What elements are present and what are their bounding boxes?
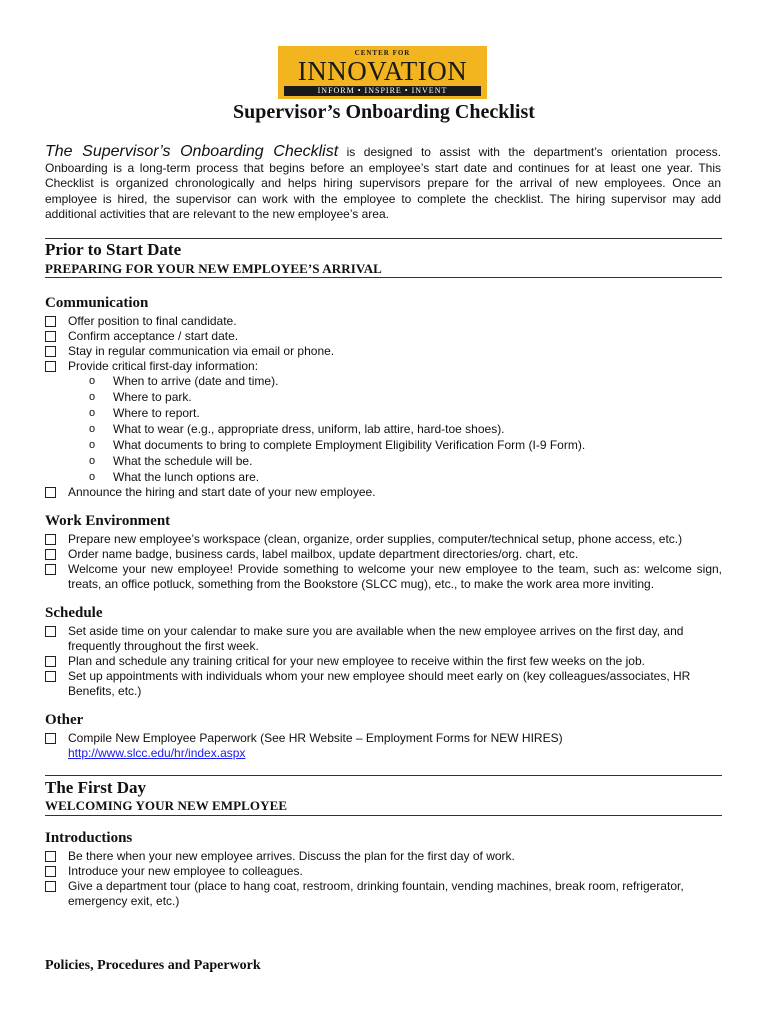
checklist-item: Set aside time on your calendar to make sure you are available when the new employee arrives on the first day, and frequently throughout the first week.	[45, 624, 722, 654]
checkbox[interactable]	[45, 626, 56, 637]
intro-lead: The Supervisor’s Onboarding Checklist	[45, 143, 339, 160]
section-title-first-day: The First Day	[45, 778, 147, 797]
category-introductions: Introductions	[45, 830, 133, 846]
checklist-item: Set up appointments with individuals whom your new employee should meet early on (key colleagues/associates, HR Benefits, etc.)	[45, 669, 722, 699]
logo-main-text: INNOVATION	[297, 56, 468, 86]
checkbox[interactable]	[45, 564, 56, 575]
checklist-item: Stay in regular communication via email or phone.	[45, 344, 722, 359]
section-rule	[45, 238, 722, 239]
checklist-item: Be there when your new employee arrives. Discuss the plan for the first day of work.	[45, 849, 722, 864]
section-title-prior: Prior to Start Date	[45, 240, 182, 259]
checkbox[interactable]	[45, 671, 56, 682]
checklist-item: Offer position to final candidate.	[45, 314, 722, 329]
category-communication: Communication	[45, 295, 149, 311]
document-title: Supervisor’s Onboarding Checklist	[233, 101, 535, 123]
category-other: Other	[45, 712, 84, 728]
hr-website-link[interactable]: http://www.slcc.edu/hr/index.aspx	[68, 746, 246, 760]
bullet-marker: o	[89, 471, 96, 483]
checkbox[interactable]	[45, 361, 56, 372]
checkbox[interactable]	[45, 851, 56, 862]
bullet-marker: o	[89, 407, 96, 419]
checklist-item: Compile New Employee Paperwork (See HR Website – Employment Forms for NEW HIRES)	[45, 731, 722, 746]
checklist-item: Plan and schedule any training critical for your new employee to receive within the first few weeks on the job.	[45, 654, 722, 669]
checklist-item: Order name badge, business cards, label mailbox, update department directories/org. chart, etc.	[45, 547, 722, 562]
section-rule	[45, 775, 722, 776]
sub-item: o What to wear (e.g., appropriate dress, uniform, lab attire, hard-toe shoes).	[89, 422, 505, 436]
checkbox[interactable]	[45, 346, 56, 357]
sub-item: o What documents to bring to complete Employment Eligibility Verification Form (I-9 Form).	[89, 438, 586, 452]
sub-item: o Where to report.	[89, 406, 200, 420]
checklist-item: Confirm acceptance / start date.	[45, 329, 722, 344]
checkbox[interactable]	[45, 656, 56, 667]
checklist-item: Give a department tour (place to hang coat, restroom, drinking fountain, vending machines, break room, refrigerator, emergency exit, etc.)	[45, 879, 722, 909]
checkbox[interactable]	[45, 316, 56, 327]
checkbox[interactable]	[45, 487, 56, 498]
checkbox[interactable]	[45, 549, 56, 560]
bullet-marker: o	[89, 375, 96, 387]
category-schedule: Schedule	[45, 605, 103, 621]
checkbox[interactable]	[45, 881, 56, 892]
section-rule	[45, 815, 722, 816]
category-policies: Policies, Procedures and Paperwork	[45, 958, 261, 973]
sub-item: o Where to park.	[89, 390, 192, 404]
innovation-logo	[278, 46, 487, 99]
intro-body: is designed to assist with the department’s orientation process. Onboarding is a long-term process that begins before an employee’s start date and continues for at least one year. This Checklist is organized chronologically and helps hiring supervisors prepare for the arrival of new employees. Once an employee is hired, the supervisor can work with the employee to complete the checklist. The hiring supervisor may add additional activities that are relevant to the new employee’s area.	[45, 145, 721, 221]
checklist-item: Welcome your new employee! Provide something to welcome your new employee to the team, such as: welcome sign, treats, an office potluck, something from the Bookstore (SLCC mug), etc., to make the work area more inviting.	[45, 562, 722, 592]
bullet-marker: o	[89, 455, 96, 467]
intro-paragraph	[45, 144, 721, 223]
checkbox[interactable]	[45, 866, 56, 877]
checkbox[interactable]	[45, 733, 56, 744]
sub-item: o What the lunch options are.	[89, 470, 260, 484]
checklist-item: Announce the hiring and start date of your new employee.	[45, 485, 722, 500]
bullet-marker: o	[89, 439, 96, 451]
checklist-item: Provide critical first-day information:	[45, 359, 722, 374]
checkbox[interactable]	[45, 534, 56, 545]
bullet-marker: o	[89, 391, 96, 403]
section-subtitle-prior: PREPARING FOR YOUR NEW EMPLOYEE’S ARRIVAL	[45, 261, 382, 276]
checklist-item: Prepare new employee’s workspace (clean, organize, order supplies, computer/technical setup, phone access, etc.)	[45, 532, 722, 547]
section-subtitle-first-day: WELCOMING YOUR NEW EMPLOYEE	[45, 798, 288, 813]
sub-item: o When to arrive (date and time).	[89, 374, 279, 388]
bullet-marker: o	[89, 423, 96, 435]
section-rule	[45, 277, 722, 278]
checklist-item: Introduce your new employee to colleagues.	[45, 864, 722, 879]
sub-item: o What the schedule will be.	[89, 454, 253, 468]
logo-top-text: CENTER FOR	[354, 49, 411, 57]
logo-tagline: INFORM • INSPIRE • INVENT	[284, 86, 481, 96]
category-work-environment: Work Environment	[45, 513, 171, 529]
checkbox[interactable]	[45, 331, 56, 342]
